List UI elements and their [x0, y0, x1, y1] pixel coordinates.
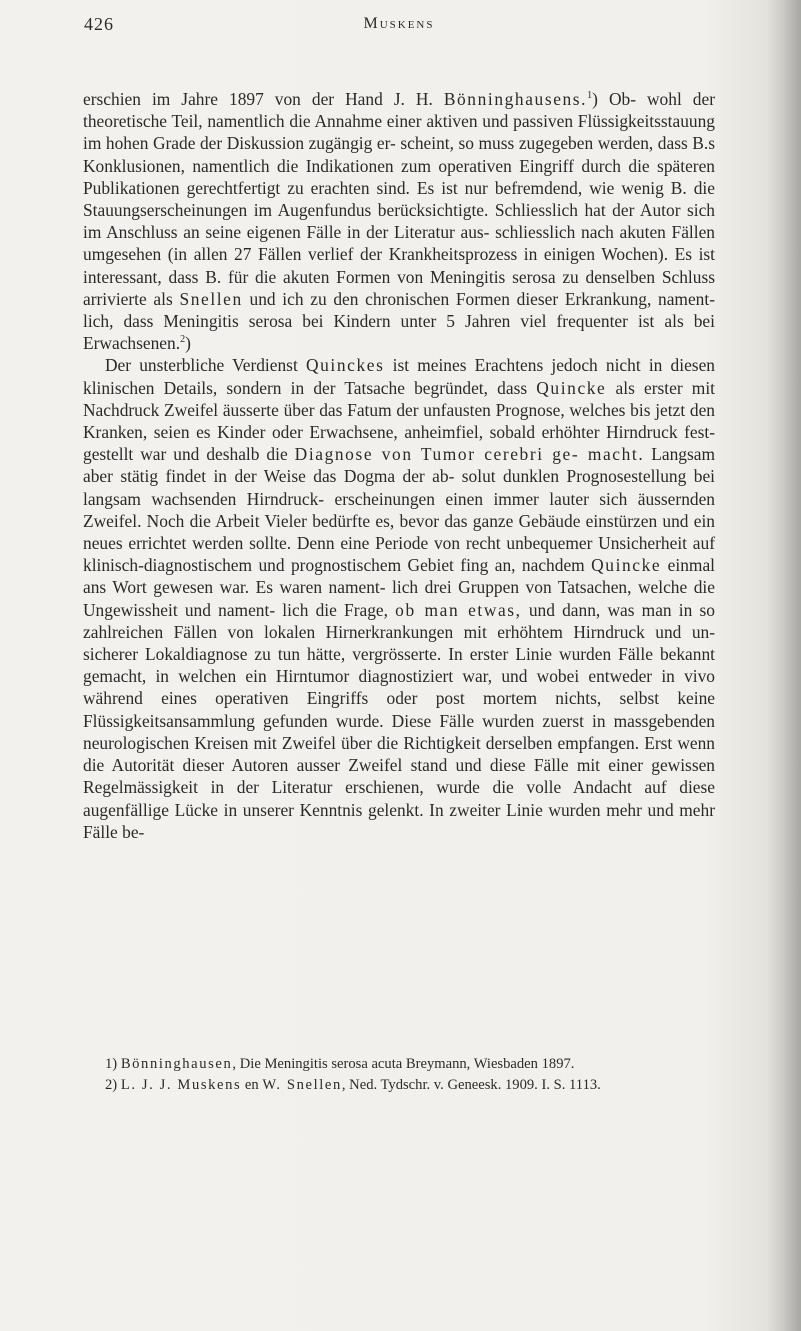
page-number: 426 [84, 14, 114, 34]
text-run: ist meines Erachtens jedoch nicht in diesen klinischen Details, sondern in der Tatsache begründet, dass [83, 355, 715, 398]
footnote-text: , Die Meningitis serosa acuta Breymann, Wiesbaden 1897. [232, 1056, 575, 1072]
text-run: Der unsterbliche Verdienst [105, 355, 306, 376]
footnote-number: 1) [105, 1056, 121, 1072]
text-run: erschien im Jahre 1897 von der Hand J. H. [83, 89, 444, 109]
footnote-author: W. Snellen [262, 1077, 342, 1093]
text-run: ) Ob- wohl der theoretische Teil, namentlich die Annahme einer aktiven und passiven Flüssigkeitsstauung im hohen Grade der Diskussion zugängig er- scheint, so muss zugegeben werden, dass B.s Konklusionen, namentlich die Indikationen zum operativen Eingriff durch die späteren Publikationen gerechtfertigt zu erachten sind. Es ist nur befremdend, wie wenig B. die Stauungserscheinungen im Augenfundus berücksichtigte. Schliesslich hat der Autor sich im Anschluss an seine eigenen Fälle in der Literatur aus- schliesslich nach akuten Fällen umgesehen (in allen 27 Fällen verlief der Krankheitsprozess in einigen Wochen). Es ist interessant, dass B. für die akuten Formen von Meningitis serosa zu denselben Schluss arrivierte als [83, 89, 715, 309]
body-text [83, 88, 715, 843]
text-run: und dann, was man in so zahlreichen Fällen von lokalen Hirnerkrankungen mit erhöhtem Hirndruck und un- sicherer Lokaldiagnose zu tun hätte, vergrösserte. In erster Linie wurden Fälle bekannt gemacht, in welchen ein Hirntumor diagnostiziert war, und wobei entweder in vivo während eines operativen Eingriffs oder post mortem nichts, selbst keine Flüssigkeitsansammlung gefunden wurde. Diese Fälle wurden zuerst in massgebenden neurologischen Kreisen mit Zweifel über die Richtigkeit derselben empfangen. Erst wenn die Autorität dieser Autoren ausser Zweifel stand und diese Fälle mit einer gewissen Regelmässigkeit in der Literatur erschienen, wurde die volle Andacht auf diese augenfällige Lücke in unserer Kenntnis gelenkt. In zweiter Linie wurden mehr und mehr Fälle be- [83, 599, 715, 842]
running-head: Muskens [363, 15, 435, 32]
footnote-1 [83, 1054, 715, 1075]
text-run: ) [185, 333, 191, 354]
footnote-author: L. J. J. Muskens [120, 1077, 242, 1093]
text-run: als erster mit Nachdruck Zweifel äusserte über das Fatum der unfausten Prognose, welches bis jetzt den Kranken, seien es Kinder oder Erwachsene, anheimfiel, sobald erhöhter Hirndruck fest- gestellt war und deshalb die [83, 377, 715, 465]
footnote-author: Bönninghausen [120, 1056, 233, 1072]
page-header [84, 14, 714, 44]
emphasis: Diagnose von Tumor cerebri ge- macht. [294, 444, 645, 465]
author-name: Quinckes [305, 355, 385, 376]
footnote-number: 2) [105, 1077, 121, 1093]
footnote-text: , Ned. Tydschr. v. Geneesk. 1909. I. S. 1113. [341, 1077, 601, 1093]
text-run: und ich zu den chronischen Formen dieser Erkrankung, nament- lich, dass Meningitis serosa bei Kindern unter 5 Jahren viel frequenter ist als bei Erwachsenen. [83, 288, 715, 354]
paragraph-2 [83, 354, 715, 842]
author-name: Snellen [179, 288, 243, 309]
text-run: Langsam aber stätig findet in der Weise das Dogma der ab- solut dunklen Prognosestellung bei langsam wachsenden Hirndruck- erscheinungen einen immer lauter sich äussernden Zweifel. Noch die Arbeit Vieler bedürfte es, bevor das ganze Gebäude einstürzen und ein neues errichtet werden sollte. Denn eine Periode von recht unbequemer Unsicherheit auf klinisch-diagnostischem und prognostischem Gebiet fing an, nachdem [83, 444, 716, 576]
footnote-2 [83, 1075, 715, 1096]
author-name: Quincke [536, 377, 607, 398]
author-name: Bönninghausens. [443, 89, 588, 109]
footnotes [83, 1054, 715, 1096]
paragraph-1 [83, 88, 715, 354]
footnote-text: en [241, 1077, 263, 1093]
emphasis: ob man etwas, [395, 599, 522, 620]
footnote-ref: 1 [587, 90, 593, 102]
text-run: einmal ans Wort gewesen war. Es waren nament- lich drei Gruppen von Tatsachen, welche die Ungewissheit und nament- lich die Frage, [83, 555, 715, 620]
author-name: Quincke [591, 555, 662, 576]
page-edge-shadow [767, 0, 801, 1331]
footnote-ref: 2 [180, 334, 186, 346]
